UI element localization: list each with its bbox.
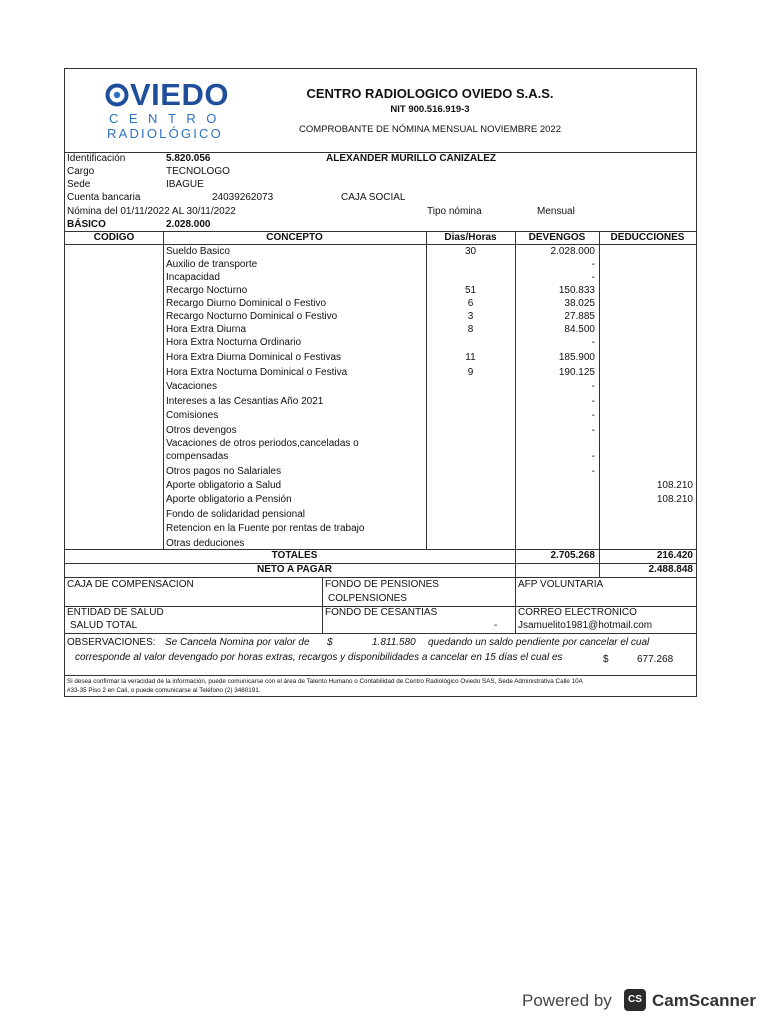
row-devengos: 38.025 [564, 298, 595, 309]
row-concepto: Vacaciones de otros periodos,canceladas o [166, 438, 359, 449]
pension-label: FONDO DE PENSIONES [325, 579, 439, 590]
logo-sub-text-2: RADIOLÓGICO [107, 126, 223, 141]
row-devengos: 2.028.000 [550, 246, 595, 257]
caja-label: CAJA DE COMPENSACION [67, 579, 194, 590]
company-nit: NIT 900.516.919-3 [390, 104, 470, 115]
row-dias: 9 [467, 367, 474, 378]
footer-note-line-2: #33-35 Piso 2 en Cali, o puede comunicarse al Teléfono (2) 3480191. [67, 687, 261, 694]
powered-by-text: Powered by [522, 991, 612, 1010]
cesantias-label: FONDO DE CESANTIAS [325, 607, 438, 618]
row-devengos: - [591, 451, 595, 462]
col-header-codigo: CODIGO [93, 232, 135, 243]
tipo-value: Mensual [537, 206, 575, 217]
row-devengos: 185.900 [558, 352, 595, 363]
camscanner-logo-icon: CS [624, 989, 646, 1011]
pension-value: COLPENSIONES [328, 593, 407, 604]
row-concepto: Vacaciones [166, 381, 217, 392]
afp-label: AFP VOLUNTARIA [518, 579, 604, 590]
footer-note-line-1: Si desea confirmar la veracidad de la información, puede comunicarse con el área de Talento Humano o Contabilidad de Centro Radiológico Oviedo SAS, Sede Administrativa Calle 10A [67, 678, 583, 685]
row-concepto: Hora Extra Nocturna Dominical o Festiva [166, 367, 348, 378]
row-dias: 3 [467, 311, 474, 322]
row-concepto: Comisiones [166, 410, 219, 421]
row-devengos: - [591, 259, 595, 270]
obs-text-1: Se Cancela Nomina por valor de [165, 637, 310, 648]
entities-top-line [65, 577, 696, 578]
entity-col-line-1 [322, 577, 323, 633]
row-concepto: Recargo Diurno Dominical o Festivo [166, 298, 327, 309]
row-concepto: Incapacidad [166, 272, 220, 283]
row-concepto: Otras deduciones [166, 538, 245, 549]
id-label: Identificación [67, 153, 126, 164]
row-devengos: - [591, 337, 595, 348]
employee-name: ALEXANDER MURILLO CANIZALEZ [326, 153, 496, 164]
total-deducciones: 216.420 [656, 550, 693, 561]
row-concepto: Hora Extra Diurna Dominical o Festivas [166, 352, 342, 363]
document-header [65, 69, 696, 153]
obs-label: OBSERVACIONES: [67, 637, 156, 648]
logo-o-icon [105, 83, 129, 107]
obs-amount-2: 677.268 [637, 654, 674, 665]
cargo-value: TECNOLOGO [166, 166, 230, 177]
logo-sub-text-1: CENTRO [109, 111, 227, 126]
id-value: 5.820.056 [166, 153, 211, 164]
col-header-dias: Dias/Horas [444, 232, 497, 243]
row-concepto: Aporte obligatorio a Salud [166, 480, 282, 491]
row-concepto: Fondo de solidaridad pensional [166, 509, 305, 520]
col-line-1 [163, 231, 164, 549]
row-dias: 11 [465, 352, 476, 363]
row-concepto: compensadas [166, 451, 229, 462]
totales-label: TOTALES [271, 550, 318, 561]
col-header-devengos: DEVENGOS [528, 232, 586, 243]
camscanner-watermark [522, 986, 756, 1018]
row-concepto: Recargo Nocturno Dominical o Festivo [166, 311, 338, 322]
row-devengos: - [591, 466, 595, 477]
row-devengos: 150.833 [558, 285, 595, 296]
company-logo [105, 77, 245, 147]
row-concepto: Recargo Nocturno [166, 285, 248, 296]
row-deducciones: 108.210 [656, 494, 693, 505]
row-concepto: Aporte obligatorio a Pensión [166, 494, 292, 505]
row-devengos: 190.125 [558, 367, 595, 378]
row-concepto: Hora Extra Nocturna Ordinario [166, 337, 302, 348]
obs-amount-1: 1.811.580 [372, 637, 416, 648]
col-header-concepto: CONCEPTO [266, 232, 323, 243]
total-devengos: 2.705.268 [550, 550, 595, 561]
company-name: CENTRO RADIOLOGICO OVIEDO S.A.S. [306, 86, 554, 101]
neto-label: NETO A PAGAR [256, 564, 332, 575]
basico-label: BÁSICO [67, 219, 106, 230]
correo-value: Jsamuelito1981@hotmail.com [518, 620, 653, 631]
correo-label: CORREO ELECTRONICO [518, 607, 637, 618]
document-title: COMPROBANTE DE NÓMINA MENSUAL NOVIEMBRE 2022 [298, 124, 561, 135]
bank-name: CAJA SOCIAL [341, 192, 406, 203]
row-dias: 51 [464, 285, 477, 296]
logo-main-text: VIEDO [130, 77, 229, 112]
row-dias: 6 [467, 298, 474, 309]
row-concepto: Otros devengos [166, 425, 237, 436]
row-concepto: Auxilio de transporte [166, 259, 258, 270]
basico-value: 2.028.000 [166, 219, 211, 230]
row-devengos: - [591, 425, 595, 436]
footer-top-line [65, 675, 696, 676]
cuenta-value: 24039262073 [212, 192, 274, 203]
col-line-2 [426, 231, 427, 549]
row-concepto: Otros pagos no Salariales [166, 466, 282, 477]
salud-label: ENTIDAD DE SALUD [67, 607, 164, 618]
row-dias: 8 [467, 324, 474, 335]
camscanner-brand-text: CamScanner [652, 991, 756, 1010]
tipo-label: Tipo nómina [427, 206, 482, 217]
obs-text-2: quedando un saldo pendiente por cancelar el cual [428, 637, 650, 648]
cesantias-value: - [494, 620, 498, 631]
row-devengos: - [591, 272, 595, 283]
sede-value: IBAGUE [166, 179, 204, 190]
table-header-line [65, 244, 696, 245]
cuenta-label: Cuenta bancaria [67, 192, 141, 203]
obs-top-line [65, 633, 696, 634]
row-devengos: 27.885 [564, 311, 595, 322]
row-concepto: Hora Extra Diurna [166, 324, 247, 335]
row-devengos: 84.500 [564, 324, 595, 335]
payslip-document [64, 68, 697, 697]
salud-value: SALUD TOTAL [70, 620, 138, 631]
obs-currency-2: $ [603, 654, 609, 665]
cargo-label: Cargo [67, 166, 95, 177]
row-dias: 30 [464, 246, 477, 257]
row-concepto: Retencion en la Fuente por rentas de trabajo [166, 523, 365, 534]
row-deducciones: 108.210 [656, 480, 693, 491]
row-devengos: - [591, 410, 595, 421]
row-devengos: - [591, 396, 595, 407]
payroll-period: Nómina del 01/11/2022 AL 30/11/2022 [67, 206, 236, 217]
obs-line-2: corresponde al valor devengado por horas extras, recargos y disponibilidades a cancelar en 15 días el cual es [75, 652, 563, 663]
neto-value: 2.488.848 [648, 564, 693, 575]
entity-col-line-2 [515, 577, 516, 633]
row-concepto: Intereses a las Cesantias Año 2021 [166, 396, 324, 407]
col-line-4 [599, 231, 600, 577]
col-header-deducciones: DEDUCCIONES [610, 232, 685, 243]
row-devengos: - [591, 381, 595, 392]
row-concepto: Sueldo Basico [166, 246, 230, 257]
sede-label: Sede [67, 179, 91, 190]
obs-currency-1: $ [327, 637, 333, 648]
